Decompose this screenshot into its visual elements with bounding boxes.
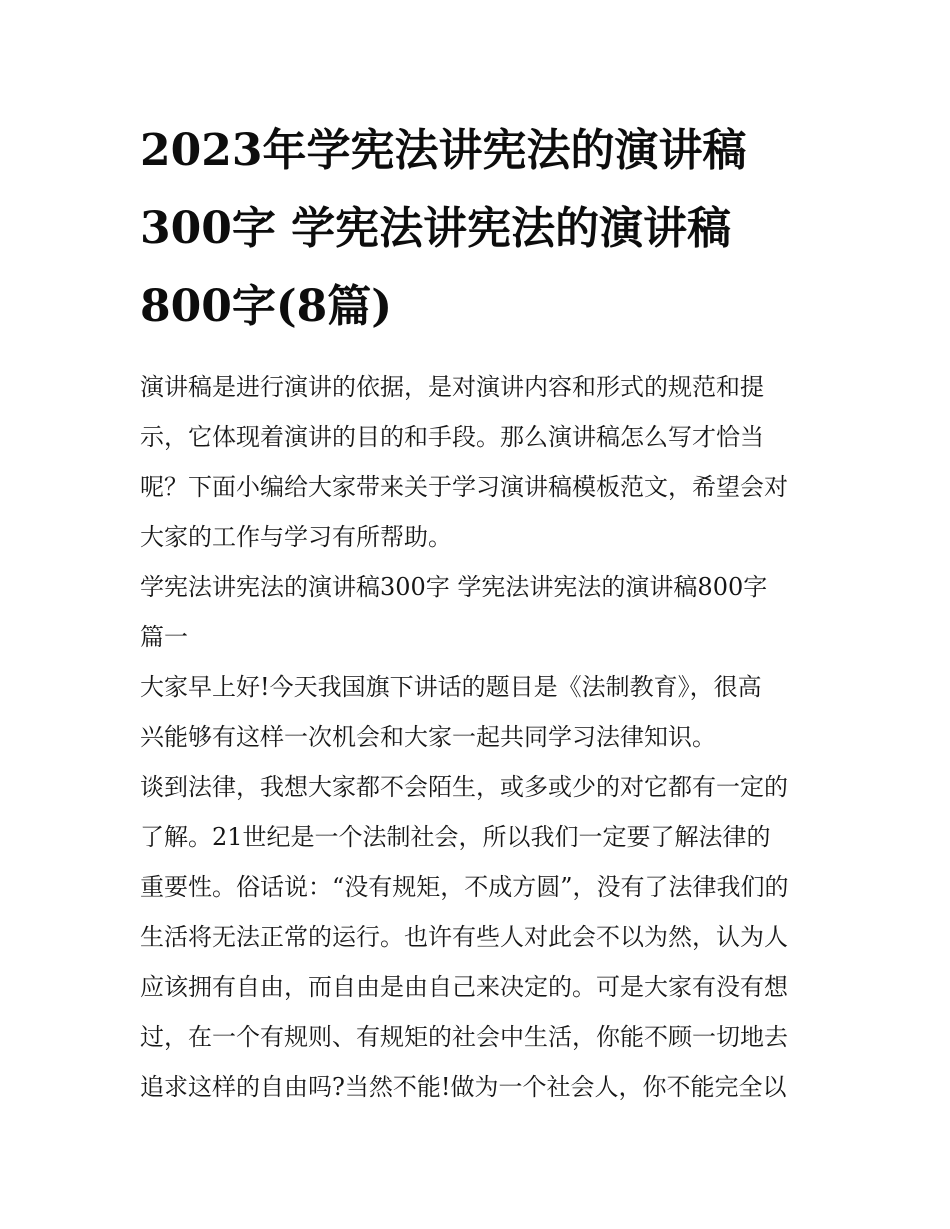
paragraph-2	[140, 762, 820, 1112]
para2-line-2: 了解。21世纪是一个法制社会，所以我们一定要了解法律的	[140, 823, 771, 851]
section-heading-line-1: 学宪法讲宪法的演讲稿300字 学宪法讲宪法的演讲稿800字	[140, 573, 768, 601]
intro-line-1: 演讲稿是进行演讲的依据，是对演讲内容和形式的规范和提	[140, 373, 764, 401]
title-line-2: 300字 学宪法讲宪法的演讲稿	[140, 203, 732, 254]
intro-line-3: 呢？下面小编给大家带来关于学习演讲稿模板范文，希望会对	[140, 473, 788, 501]
section-heading-line-2: 篇一	[140, 623, 188, 651]
para2-line-5: 应该拥有自由，而自由是由自己来决定的。可是大家有没有想	[140, 973, 788, 1001]
document-page	[140, 112, 820, 1112]
paragraph-1	[140, 662, 820, 762]
para2-line-4: 生活将无法正常的运行。也许有些人对此会不以为然，认为人	[140, 923, 788, 951]
para2-line-1: 谈到法律，我想大家都不会陌生，或多或少的对它都有一定的	[140, 773, 788, 801]
title-line-1: 2023年学宪法讲宪法的演讲稿	[140, 125, 747, 176]
title-line-3: 800字(8篇)	[140, 281, 393, 332]
para1-line-2: 兴能够有这样一次机会和大家一起共同学习法律知识。	[140, 723, 716, 751]
document-body	[140, 362, 820, 1112]
intro-line-4: 大家的工作与学习有所帮助。	[140, 523, 452, 551]
section-heading	[140, 562, 820, 662]
para1-line-1: 大家早上好!今天我国旗下讲话的题目是《法制教育》，很高	[140, 673, 762, 701]
para2-line-3: 重要性。俗话说：“没有规矩，不成方圆”，没有了法律我们的	[140, 873, 789, 901]
intro-line-2: 示，它体现着演讲的目的和手段。那么演讲稿怎么写才恰当	[140, 423, 764, 451]
document-title	[140, 112, 820, 346]
intro-paragraph	[140, 362, 820, 562]
para2-line-6: 过，在一个有规则、有规矩的社会中生活，你能不顾一切地去	[140, 1023, 788, 1051]
para2-line-7: 追求这样的自由吗?当然不能!做为一个社会人，你不能完全以	[140, 1073, 787, 1101]
